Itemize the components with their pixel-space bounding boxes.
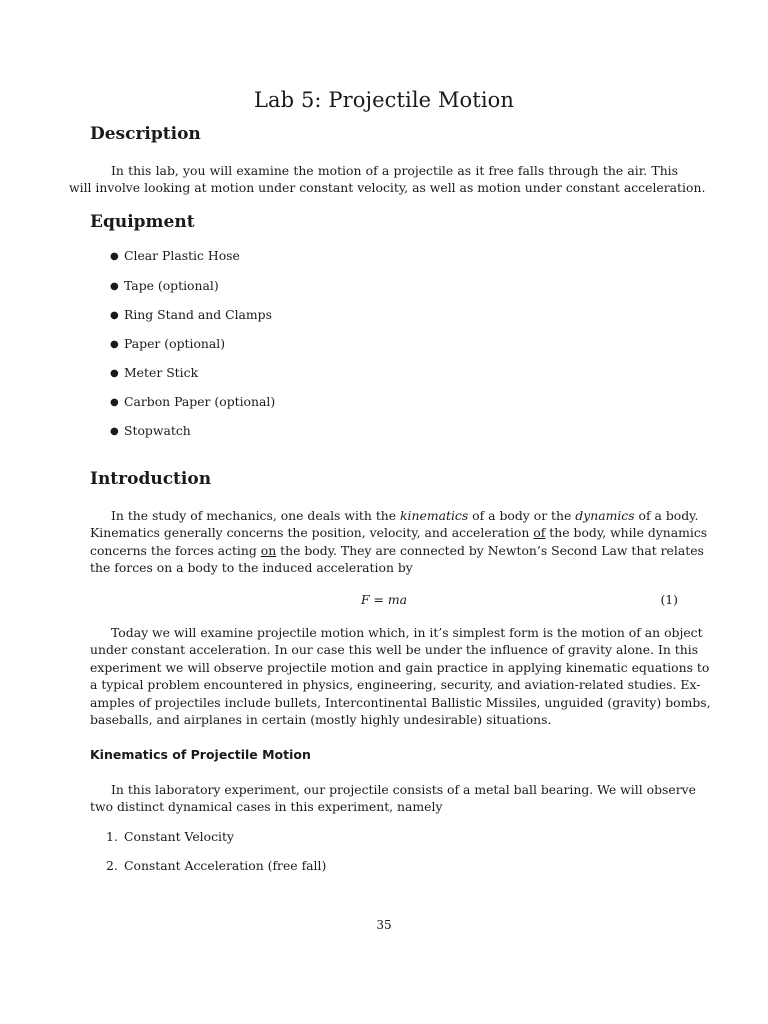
paragraph-line: amples of projectiles include bullets, Intercontinental Ballistic Missiles, unguided (gravity) bombs,: [90, 694, 711, 710]
paragraph-line: baseballs, and airplanes in certain (mostly highly undesirable) situations.: [90, 712, 552, 728]
bullet-icon: ●: [110, 397, 119, 408]
equipment-item: ● Meter Stick: [110, 365, 199, 380]
paragraph-line: In this laboratory experiment, our projectile consists of a metal ball bearing. We will observe: [111, 782, 696, 797]
introduction-heading: Introduction: [90, 469, 212, 489]
introduction-paragraph-1: [90, 507, 708, 577]
equipment-item: ● Ring Stand and Clamps: [110, 307, 272, 322]
description-heading: Description: [90, 124, 201, 144]
equipment-heading: Equipment: [90, 212, 195, 232]
kinematics-term: kinematics: [400, 508, 469, 523]
paragraph-line: under constant acceleration. In our case this well be under the influence of gravity alone. In this: [90, 642, 699, 658]
paragraph-line: will involve looking at motion under constant velocity, as well as motion under constant acceleration.: [69, 180, 706, 196]
paragraph-line: Kinematics generally concerns the position, velocity, and acceleration of the body, while dynamics: [90, 525, 708, 541]
equation-newton-second-law: [90, 591, 678, 609]
bullet-icon: ●: [110, 251, 119, 262]
kinematics-paragraph: [90, 781, 696, 816]
bullet-icon: ●: [110, 310, 119, 321]
equipment-item: ● Clear Plastic Hose: [110, 248, 240, 263]
case-list-item: 1. Constant Velocity: [106, 829, 234, 844]
paragraph-line: two distinct dynamical cases in this experiment, namely: [90, 799, 443, 815]
paragraph-line: the forces on a body to the induced acceleration by: [90, 560, 413, 576]
paragraph-line: In the study of mechanics, one deals with the kinematics of a body or the dynamics of a body.: [111, 508, 699, 523]
paragraph-line: Today we will examine projectile motion which, in it’s simplest form is the motion of an object: [111, 625, 703, 640]
page-title: Lab 5: Projectile Motion: [253, 88, 515, 112]
equipment-item: ● Tape (optional): [110, 278, 219, 293]
kinematics-heading: Kinematics of Projectile Motion: [90, 747, 311, 762]
dynamics-term: dynamics: [575, 508, 635, 523]
paragraph-line: concerns the forces acting on the body. They are connected by Newton’s Second Law that relates: [90, 542, 704, 558]
equipment-item: ● Stopwatch: [110, 423, 191, 438]
equipment-item: ● Carbon Paper (optional): [110, 394, 276, 409]
bullet-icon: ●: [110, 339, 119, 350]
paragraph-line: In this lab, you will examine the motion of a projectile as it free falls through the air. This: [111, 163, 678, 178]
equation-number: (1): [660, 592, 678, 607]
equipment-item: ● Paper (optional): [110, 336, 226, 351]
equation-body: F = ma: [360, 592, 407, 607]
bullet-icon: ●: [110, 368, 119, 379]
introduction-paragraph-2: [90, 624, 711, 728]
case-list-item: 2. Constant Acceleration (free fall): [106, 858, 327, 873]
paragraph-line: a typical problem encountered in physics, engineering, security, and aviation-related studies. Ex-: [90, 677, 701, 693]
paragraph-line: experiment we will observe projectile motion and gain practice in applying kinematic equations to: [90, 659, 710, 675]
page-number: 35: [376, 918, 392, 932]
description-paragraph: [69, 162, 706, 197]
bullet-icon: ●: [110, 426, 119, 437]
bullet-icon: ●: [110, 281, 119, 292]
